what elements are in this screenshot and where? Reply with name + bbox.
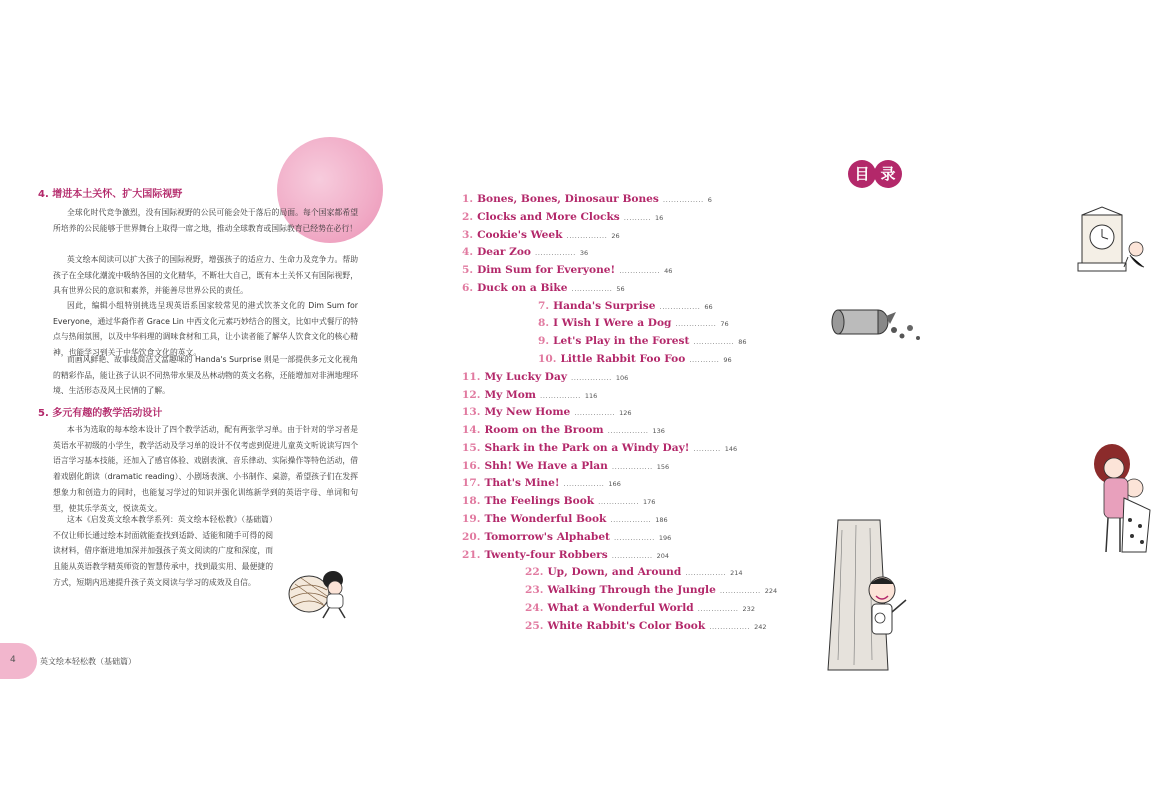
toc-item-leader: ............... xyxy=(611,551,653,560)
toc-item[interactable] xyxy=(538,299,713,313)
toc-item-number: 23. xyxy=(525,584,544,597)
toc-item-number: 12. xyxy=(462,388,481,401)
toc-item-title: My Lucky Day xyxy=(484,370,567,383)
toc-item-title: Tomorrow's Alphabet xyxy=(484,530,610,543)
toc-item[interactable] xyxy=(462,459,669,473)
toc-item-page: 204 xyxy=(656,551,670,560)
toc-item-page: 66 xyxy=(704,302,713,311)
toc-item-number: 18. xyxy=(462,495,481,508)
toc-item-title: What a Wonderful World xyxy=(547,601,694,614)
toc-item-leader: ............... xyxy=(610,516,652,525)
toc-item-leader: ........... xyxy=(689,356,720,365)
section-heading-4: 4. 增进本土关怀、扩大国际视野 xyxy=(38,189,183,200)
paragraph: 全球化时代竞争激烈，没有国际视野的公民可能会处于落后的局面。每个国家都希望所培养的公民能够于世界舞台上取得一席之地，推动全球教育或国际教育已经势在必行！ xyxy=(53,208,358,233)
tree-boy-illustration xyxy=(818,520,928,670)
toc-item-page: 96 xyxy=(723,356,732,365)
toc-item-page: 136 xyxy=(652,427,665,436)
page-number: 4 xyxy=(10,655,16,665)
toc-item-leader: ............... xyxy=(659,302,701,311)
toc-item-page: 146 xyxy=(724,444,738,453)
page-tab xyxy=(0,643,37,679)
toc-item-number: 9. xyxy=(538,335,550,348)
toc-item-page: 224 xyxy=(764,587,778,596)
toc-item-number: 17. xyxy=(462,477,481,490)
toc-item-page: 76 xyxy=(720,320,729,329)
toc-item-page: 232 xyxy=(742,604,755,613)
toc-item-leader: ............... xyxy=(571,373,612,382)
toc-item[interactable] xyxy=(462,192,712,206)
toc-item-leader: ............... xyxy=(571,284,613,293)
toc-item-number: 2. xyxy=(462,210,474,223)
paragraph: 因此，编辑小组特别挑选呈现英语系国家较常见的港式饮茶文化的 Dim Sum for Everyone，通过华裔作者 Grace Lin 中西文化元素巧妙结合的图文，比如中式餐厅的特点与热闹氛围，以及中华料理的调味食材和工具，让小读者能了解华人饮食文化的核心精神，也能学习到关于中华饮食文化的英文。 xyxy=(53,301,358,358)
toc-badge: 目 xyxy=(848,160,876,188)
toc-item-number: 16. xyxy=(462,459,481,472)
paragraph: 这本《启发英文绘本教学系列：英文绘本轻松教》（基础篇）不仅让师长通过绘本封面就能查找到适龄、适能和随手可得的阅读材料，借序渐进地加深并加强孩子英文阅读的广度和深度，而且能从英语教学精英师资的智慧传承中，找到最实用、最便捷的方式，短期内迅速提升孩子英文阅读与学习的成效及自信。 xyxy=(53,515,273,587)
toc-item-title: My New Home xyxy=(484,406,571,419)
toc-item-leader: ............... xyxy=(598,498,639,507)
toc-item-page: 26 xyxy=(611,231,620,240)
toc-item-leader: ............... xyxy=(685,569,727,578)
toc-item-title: Shh! We Have a Plan xyxy=(484,459,608,472)
toc-item[interactable] xyxy=(538,316,729,330)
toc-item[interactable] xyxy=(538,352,732,366)
toc-item-title: Shark in the Park on a Windy Day! xyxy=(484,441,690,454)
toc-item-title: I Wish I Were a Dog xyxy=(553,317,672,330)
toc-item-title: My Mom xyxy=(484,388,537,401)
toc-item-title: Dim Sum for Everyone! xyxy=(477,264,616,277)
toc-item-leader: ............... xyxy=(619,267,661,276)
toc-item-page: 156 xyxy=(656,462,670,471)
toc-item-leader: ............... xyxy=(574,409,616,418)
paragraph: 而画风鲜艳、故事线简洁又富趣味的 Handa's Surprise 则是一部提供多元文化视角的精彩作品，能让孩子认识不同热带水果及丛林动物的英文名称，还能增加对非洲地理环境、生活形态及风土民情的了解。 xyxy=(53,355,358,396)
toc-item-title: That's Mine! xyxy=(484,477,560,490)
toc-item[interactable] xyxy=(462,370,628,384)
toc-item[interactable] xyxy=(462,476,621,490)
toc-item-page: 214 xyxy=(730,569,743,578)
toc-item[interactable] xyxy=(462,281,625,295)
toc-item-number: 20. xyxy=(462,530,481,543)
toc-item-leader: ............... xyxy=(607,427,649,436)
toc-item-number: 24. xyxy=(525,601,544,614)
toc-item-page: 106 xyxy=(615,373,629,382)
toc-item-leader: .......... xyxy=(693,444,721,453)
toc-item-number: 11. xyxy=(462,370,481,383)
toc-item-page: 166 xyxy=(608,480,621,489)
toc-item[interactable] xyxy=(462,494,655,508)
toc-item-leader: ............... xyxy=(675,320,717,329)
basket-child-illustration xyxy=(283,560,363,622)
toc-item[interactable] xyxy=(462,245,588,259)
toc-item-title: Handa's Surprise xyxy=(553,299,656,312)
tin-can-illustration xyxy=(830,300,925,345)
toc-item[interactable] xyxy=(538,334,747,348)
toc-item-page: 36 xyxy=(579,249,589,258)
toc-item-leader: ............... xyxy=(709,622,751,631)
toc-badge: 录 xyxy=(874,160,902,188)
toc-item[interactable] xyxy=(462,263,672,277)
toc-item-leader: ............... xyxy=(535,249,576,258)
toc-item-page: 176 xyxy=(643,498,656,507)
toc-item-title: Little Rabbit Foo Foo xyxy=(560,353,686,366)
toc-item-page: 56 xyxy=(616,284,625,293)
toc-item-number: 6. xyxy=(462,281,474,294)
toc-item-number: 15. xyxy=(462,441,481,454)
toc-item-title: Duck on a Bike xyxy=(477,281,568,294)
left-page xyxy=(0,0,400,800)
toc-item-number: 1. xyxy=(462,193,474,205)
toc-item[interactable] xyxy=(525,583,777,597)
toc-item-page: 46 xyxy=(664,267,673,276)
toc-item-number: 8. xyxy=(538,317,550,330)
toc-item-title: Bones, Bones, Dinosaur Bones xyxy=(477,193,659,205)
toc-item[interactable] xyxy=(462,210,663,224)
clock-illustration xyxy=(1072,205,1152,275)
paragraph: 本书为选取的每本绘本设计了四个教学活动，配有两张学习单。由于针对的学习者是英语水平初级的小学生，教学活动及学习单的设计不仅考虑到促进儿童英文听说读写四个语言学习基本技能，还加入了感官体验、戏剧表演、音乐律动、实际操作等特色活动，借着戏剧化朗读（dramatic reading）、小剧场表演、小书制作、桌游，希望孩子们在发挥想象力和创造力的同时，也能复习学过的知识并强化训练新学到的英语字母、单词和句型，使其乐学英文，悦读英文。 xyxy=(53,425,358,513)
toc-item-number: 22. xyxy=(525,566,544,579)
toc-item-number: 10. xyxy=(538,353,557,366)
toc-item-leader: ............... xyxy=(566,231,608,240)
toc-item-page: 196 xyxy=(658,533,672,542)
toc-item-title: Let's Play in the Forest xyxy=(553,335,690,348)
toc-item-number: 21. xyxy=(462,548,481,561)
toc-item-page: 186 xyxy=(655,516,668,525)
toc-item[interactable] xyxy=(462,548,669,562)
toc-item-leader: .......... xyxy=(623,213,652,222)
hugging-girls-illustration xyxy=(1090,440,1160,560)
toc-item-number: 5. xyxy=(462,264,474,277)
toc-item-number: 3. xyxy=(462,228,474,241)
toc-item-page: 242 xyxy=(754,622,767,631)
toc-item[interactable] xyxy=(525,565,743,579)
toc-item-leader: ............... xyxy=(613,533,655,542)
book-title-footer: 英文绘本轻松教（基础篇） xyxy=(40,657,136,666)
toc-item-number: 7. xyxy=(538,299,550,312)
right-page xyxy=(400,0,896,800)
toc-item-title: Clocks and More Clocks xyxy=(477,210,620,223)
toc-item[interactable] xyxy=(462,512,668,526)
toc-item[interactable] xyxy=(525,619,767,633)
toc-item[interactable] xyxy=(462,441,737,455)
toc-item-page: 86 xyxy=(738,338,747,347)
toc-item[interactable] xyxy=(462,388,597,402)
toc-item[interactable] xyxy=(462,423,665,437)
toc-item-leader: ............... xyxy=(611,462,653,471)
toc-item-page: 116 xyxy=(584,391,598,400)
toc-item-number: 4. xyxy=(462,246,474,259)
toc-item-title: The Wonderful Book xyxy=(484,513,607,526)
toc-item-number: 13. xyxy=(462,406,481,419)
paragraph: 英文绘本阅读可以扩大孩子的国际视野，增强孩子的适应力、生命力及竞争力。帮助孩子在全球化潮流中吸纳各国的文化精华，不断壮大自己，既有本土关怀又有国际视野，具有世界公民的意识和素养，并能善尽世界公民的责任。 xyxy=(53,255,358,296)
toc-item-number: 14. xyxy=(462,424,481,437)
toc-item-leader: ............... xyxy=(540,391,581,400)
toc-item[interactable] xyxy=(462,405,632,419)
toc-item-page: 16 xyxy=(655,213,664,222)
toc-item[interactable] xyxy=(525,601,755,615)
toc-item-leader: ............... xyxy=(563,480,605,489)
section-heading-5: 5. 多元有趣的教学活动设计 xyxy=(38,408,163,419)
toc-item-title: Dear Zoo xyxy=(477,246,531,259)
toc-item-leader: ............... xyxy=(719,587,761,596)
toc-item-title: Room on the Broom xyxy=(484,424,604,437)
toc-item-title: The Feelings Book xyxy=(484,495,595,508)
toc-item[interactable] xyxy=(462,530,671,544)
toc-item-leader: ............... xyxy=(662,196,704,204)
toc-item-title: Twenty-four Robbers xyxy=(484,548,608,561)
toc-item-page: 6 xyxy=(707,196,712,204)
toc-item-title: White Rabbit's Color Book xyxy=(547,619,706,632)
toc-item-number: 19. xyxy=(462,513,481,526)
toc-item-number: 25. xyxy=(525,619,544,632)
toc-item-title: Up, Down, and Around xyxy=(547,566,682,579)
toc-item-leader: ............... xyxy=(697,604,739,613)
toc-item-page: 126 xyxy=(619,409,632,418)
toc-item-title: Cookie's Week xyxy=(477,228,563,241)
toc-item[interactable] xyxy=(462,228,620,242)
toc-item-leader: ............... xyxy=(693,338,735,347)
toc-item-title: Walking Through the Jungle xyxy=(547,584,716,597)
